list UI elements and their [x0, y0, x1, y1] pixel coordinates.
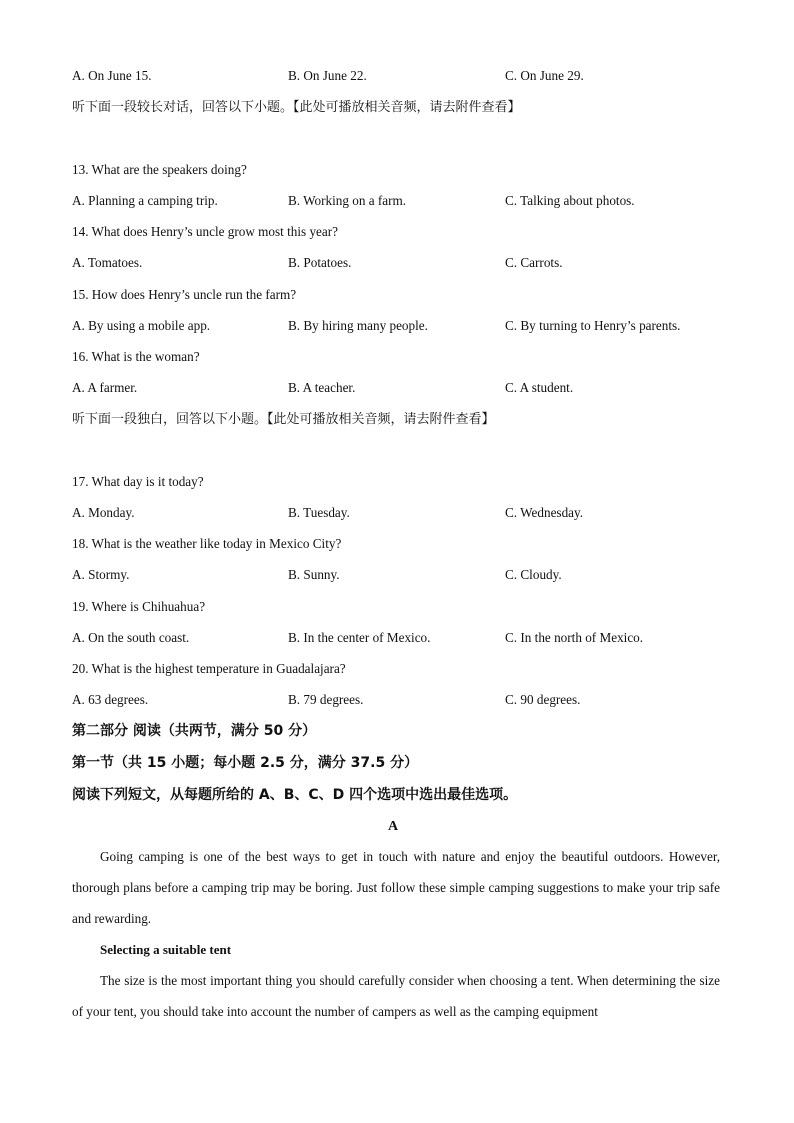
- q20-option-a: A. 63 degrees.: [72, 692, 149, 707]
- q14-option-b: B. Potatoes.: [288, 255, 352, 270]
- q18-option-a: A. Stormy.: [72, 567, 130, 582]
- q20-option-b: B. 79 degrees.: [288, 692, 364, 707]
- question-18: 18. What is the weather like today in Mexico City?: [72, 536, 342, 551]
- section1-heading: 第一节（共 15 小题；每小题 2.5 分，满分 37.5 分）: [72, 755, 419, 771]
- q17-option-c: C. Wednesday.: [505, 505, 584, 520]
- passage-letter: A: [388, 819, 399, 834]
- q17-option-a: A. Monday.: [72, 505, 135, 520]
- passage-subheading: Selecting a suitable tent: [100, 942, 232, 957]
- q13-option-c: C. Talking about photos.: [505, 193, 635, 208]
- section-long-dialog: 听下面一段较长对话，回答以下小题。【此处可播放相关音频，请去附件查看】: [72, 100, 521, 115]
- question-20: 20. What is the highest temperature in Guadalajara?: [72, 661, 346, 676]
- question-15: 15. How does Henry’s uncle run the farm?: [72, 287, 297, 302]
- q13-option-b: B. Working on a farm.: [288, 193, 407, 208]
- q19-option-b: B. In the center of Mexico.: [288, 630, 431, 645]
- q15-option-a: A. By using a mobile app.: [72, 318, 211, 333]
- q20-option-c: C. 90 degrees.: [505, 692, 581, 707]
- q18-option-c: C. Cloudy.: [505, 567, 562, 582]
- question-14: 14. What does Henry’s uncle grow most this year?: [72, 224, 339, 239]
- question-16: 16. What is the woman?: [72, 349, 200, 364]
- q13-option-a: A. Planning a camping trip.: [72, 193, 218, 208]
- q12-option-b: B. On June 22.: [288, 68, 367, 83]
- q12-option-a: A. On June 15.: [72, 68, 152, 83]
- passage-paragraph-2: The size is the most important thing you should carefully consider when choosing a tent. When determining the size of your tent, you should take into account the number of campers as well as the camping equipment: [72, 973, 720, 1020]
- q12-option-c: C. On June 29.: [505, 68, 584, 83]
- q17-option-b: B. Tuesday.: [288, 505, 350, 520]
- question-13: 13. What are the speakers doing?: [72, 162, 247, 177]
- reading-instruction: 阅读下列短文，从每题所给的 A、B、C、D 四个选项中选出最佳选项。: [72, 787, 518, 803]
- q16-option-b: B. A teacher.: [288, 380, 356, 395]
- part2-heading: 第二部分 阅读（共两节，满分 50 分）: [72, 723, 317, 739]
- question-19: 19. Where is Chihuahua?: [72, 599, 206, 614]
- q16-option-a: A. A farmer.: [72, 380, 138, 395]
- q19-option-a: A. On the south coast.: [72, 630, 190, 645]
- q15-option-c: C. By turning to Henry’s parents.: [505, 318, 681, 333]
- section-monologue: 听下面一段独白，回答以下小题。【此处可播放相关音频，请去附件查看】: [72, 412, 495, 427]
- q19-option-c: C. In the north of Mexico.: [505, 630, 644, 645]
- passage-paragraph-1: Going camping is one of the best ways to get in touch with nature and enjoy the beautiful outdoors. However, thorough plans before a camping trip may be boring. Just follow these simple camping suggestions to make your trip safe and rewarding.: [72, 849, 720, 927]
- q18-option-b: B. Sunny.: [288, 567, 340, 582]
- q14-option-c: C. Carrots.: [505, 255, 563, 270]
- question-17: 17. What day is it today?: [72, 474, 204, 489]
- q14-option-a: A. Tomatoes.: [72, 255, 143, 270]
- q15-option-b: B. By hiring many people.: [288, 318, 428, 333]
- q16-option-c: C. A student.: [505, 380, 574, 395]
